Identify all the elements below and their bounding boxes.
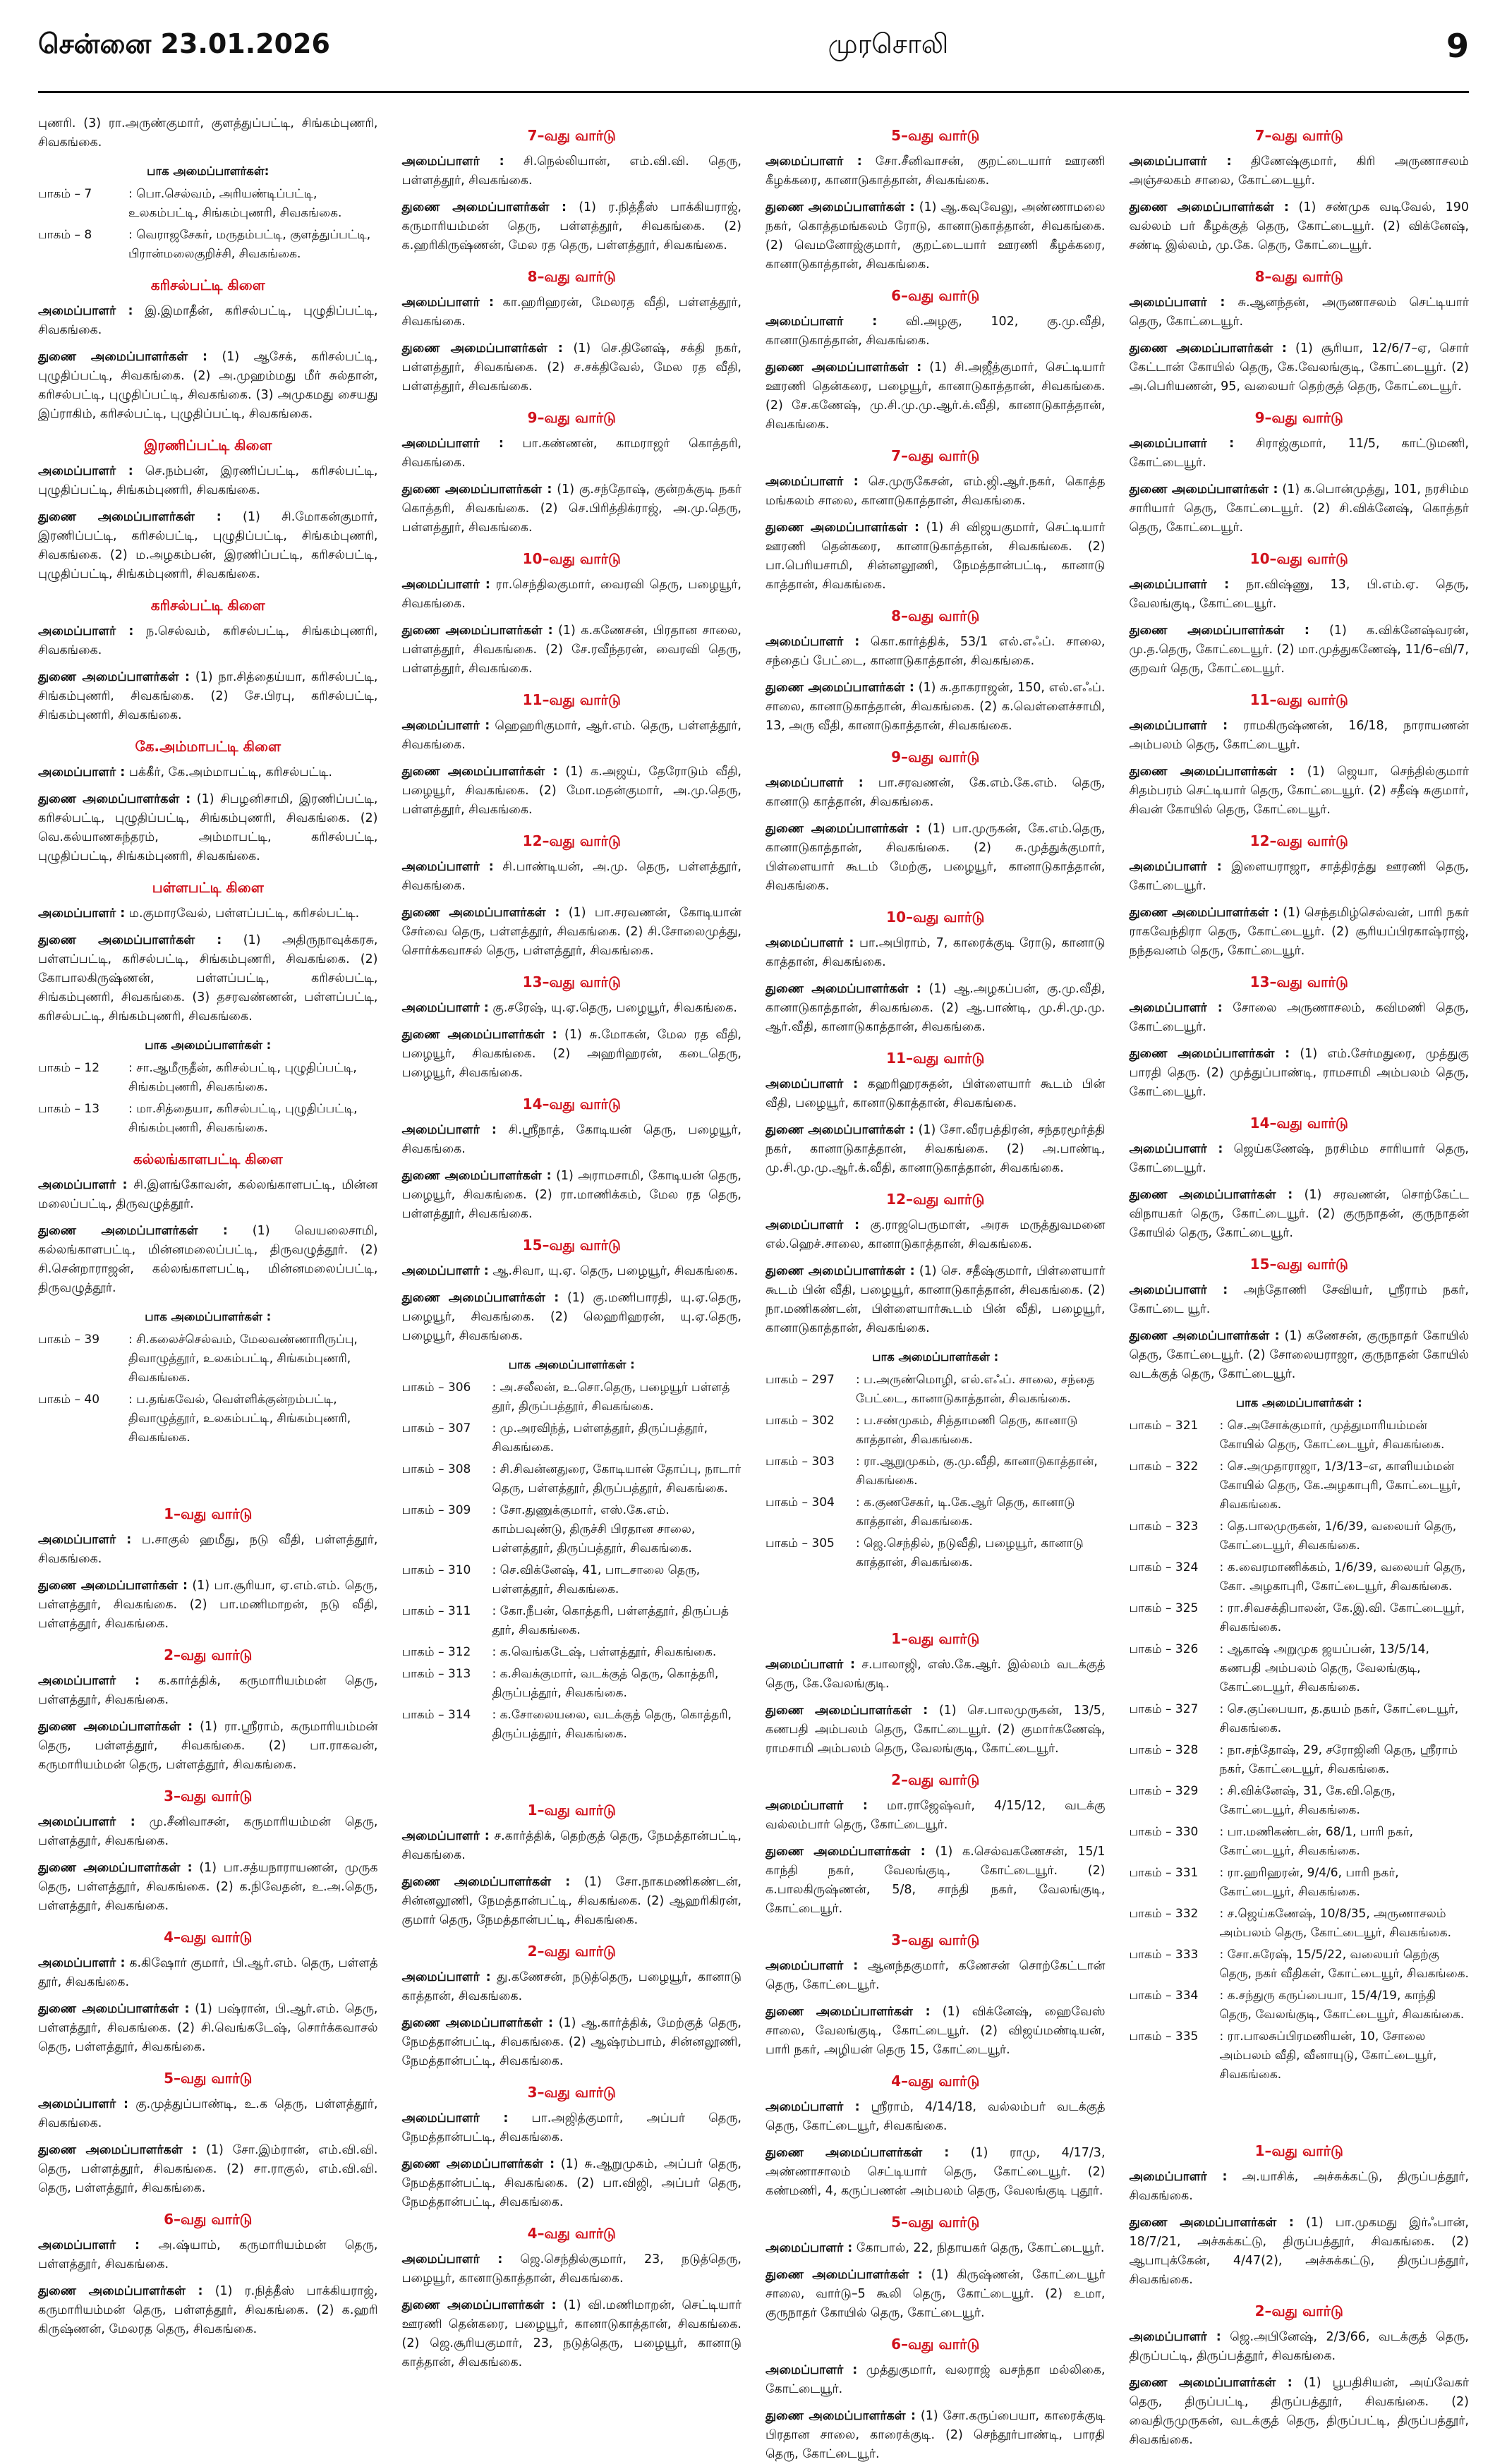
ward-heading: 10–வது வார்டு [1249, 550, 1348, 567]
branch-heading: கே.அம்மாபட்டி கிளை [135, 738, 281, 755]
ward-heading: 9–வது வார்டு [527, 409, 616, 426]
leader-entry: அமைப்பாளர் : சோ.சீனிவாசன், குறட்டையார் ஊரணி கீழக்கரை, கானாடுகாத்தான், சிவகங்கை. [765, 154, 1106, 188]
deputies-entry: துணை அமைப்பாளர்கள் : (1) ராமு, 4/17/3, அண்ணாசாலம் செட்டியார் தெரு, கோட்டையூர். (2) கண்மணி, 4, கருப்பணன் அம்பலம் தெரு, வேலங்குடி புதூர். [765, 2146, 1106, 2198]
booth-row: பாகம் – 313 : க.சிவக்குமார், வடக்குத் தெரு, கொத்தரி, திருப்பத்தூர், சிவகங்கை. [401, 1667, 719, 1700]
leader-entry: அமைப்பாளர் : சி.நெல்லியான், எம்.வி.வி. தெரு, பள்ளத்தூர், சிவகங்கை. [401, 154, 742, 188]
deputies-entry: துணை அமைப்பாளர்கள் : (1) கிருஷ்ணன், கோட்டையூர் சாலை, வார்டு–5 கூலி தெரு, கோட்டையூர். (2) உமா, குருநாதர் கோயில் தெரு, கோட்டையூர். [765, 2268, 1106, 2320]
branch-heading: இரணிப்பட்டி கிளை [144, 437, 272, 454]
booth-row: பாகம் – 326 : ஆகாஷ் அறுமுக ஜயப்பன், 13/5/14, கணபதி அம்பலம் தெரு, வேலங்குடி, கோட்டையூர், சிவகங்கை. [1129, 1642, 1429, 1694]
ward-heading: 13–வது வார்டு [1249, 973, 1348, 990]
article-columns [38, 93, 1470, 2461]
deputies-entry: துணை அமைப்பாளர்கள் : (1) பஷ்ரான், பி.ஆர்.எம். தெரு, பள்ளத்தூர், சிவகங்கை. (2) சி.வெங்கடேஷ், சொர்க்கவாசல் தெரு, பள்ளத்தூர், சிவகங்கை. [38, 2002, 378, 2054]
leader-entry: அமைப்பாளர் : ம.குமாரவேல், பள்ளப்பட்டி, கரிசல்பட்டி. [38, 906, 360, 921]
deputies-entry: துணை அமைப்பாளர்கள் : (1) பா.சூரியா, ஏ.எம்.எம். தெரு, பள்ளத்தூர், சிவகங்கை. (2) பா.மணிமாறன், நடு வீதி, பள்ளத்தூர், சிவகங்கை. [38, 1579, 378, 1631]
leader-entry: அமைப்பாளர் : செ.நம்பன், இரணிப்பட்டி, கரிசல்பட்டி, புழுதிப்பட்டி, சிங்கம்புணரி, சிவகங்கை. [38, 464, 378, 497]
booth-row: பாகம் – 334 : க.சந்துரு கருப்பையா, 15/4/19, காந்தி தெரு, வேலங்குடி, கோட்டையூர், சிவகங்கை. [1129, 1989, 1465, 2022]
booth-row: பாகம் – 314 : க.சோலையலை, வடக்குத் தெரு, கொத்தரி, திருப்பத்தூர், சிவகங்கை. [401, 1708, 732, 1741]
deputies-entry: துணை அமைப்பாளர்கள் : (1) ஆ.கவுவேலு, அண்ணாமலை நகர், கொத்தமங்கலம் ரோடு, கானாடுகாத்தான், சிவகங்கை. (2) வெமனோஜ்குமார், குறட்டையார் ஊரணி கீழக்கரை, கானாடுகாத்தான், சிவகங்கை. [765, 200, 1106, 272]
booth-row: பாகம் – 307 : மு.அரவிந்த், பள்ளத்தூர், திருப்பத்தூர், சிவகங்கை. [401, 1421, 708, 1455]
ward-heading: 3–வது வார்டு [527, 2084, 616, 2101]
leader-entry: அமைப்பாளர் : மா.ராஜேஷ்வர், 4/15/12, வடக்கு வல்லம்பார் தெரு, கோட்டையூர். [765, 1799, 1106, 1832]
leader-entry: அமைப்பாளர் : கொ.கார்த்திக், 53/1 எல்.எஃப். சாலை, சந்தைப் பேட்டை, கானாடுகாத்தான், சிவகங்கை. [765, 635, 1106, 668]
booth-row: பாகம் – 321 : செ.அசோக்குமார், முத்துமாரியம்மன் கோயில் தெரு, கோட்டையூர், சிவகங்கை. [1129, 1419, 1445, 1452]
leader-entry: அமைப்பாளர் : ரா.செந்திலகுமார், வைரவி தெரு, பழையூர், சிவகங்கை. [401, 578, 742, 611]
deputies-entry: துணை அமைப்பாளர்கள் : (1) பூபதிசியன், அய்வேகர் தெரு, திருப்பட்டி, திருப்பத்தூர், சிவகங்கை. (2) வைதிருமுருகன், வடக்குத் தெரு, திருப்பட்டி, திருப்பத்தூர், சிவகங்கை. [1129, 2376, 1469, 2447]
column-2 [401, 114, 742, 2369]
ward-heading: 6–வது வார்டு [164, 2211, 253, 2228]
leader-entry: அமைப்பாளர் : கு.ராஜபெருமாள், அரசு மருத்துவமனை எல்.ஹெச்.சாலை, கானாடுகாத்தான், சிவகங்கை. [765, 1218, 1106, 1251]
deputies-entry: துணை அமைப்பாளர்கள் : (1) ஆ.அழகப்பன், கு.மு.வீதி, கானாடுகாத்தான், சிவகங்கை. (2) ஆ.பாண்டி, மு.சி.மு.மு. ஆர்.வீதி, கானாடுகாத்தான், சிவகங்கை. [765, 982, 1106, 1034]
leader-entry: அமைப்பாளர் : சி.இளங்கோவன், கல்லங்காளபட்டி, மின்ன மலைப்பட்டி, திருவழுத்தூர். [38, 1178, 378, 1211]
booth-row: பாகம் – 322 : செ.அமுதாராஜா, 1/3/13–எ, காளியம்மன் கோயில் தெரு, கே.அழகாபுரி, கோட்டையூர், சிவகங்கை. [1129, 1459, 1461, 1512]
deputies-entry: துணை அமைப்பாளர்கள் : (1) சண்முக வடிவேல், 190 வல்லம் பர் கீழக்குத் தெரு, கோட்டையூர். (2) விக்னேஷ், சண்டி இல்லம், மு.கே. தெரு, கோட்டையூர். [1129, 200, 1469, 253]
leader-entry: அமைப்பாளர் : அ.யாசிக், அச்சுக்கட்டு, திருப்பத்தூர், சிவகங்கை. [1129, 2170, 1469, 2203]
leader-entry: அமைப்பாளர் : ஸ்ரீராம், 4/14/18, வல்லம்பர் வடக்குத் தெரு, கோட்டையூர், சிவகங்கை. [765, 2100, 1106, 2133]
leader-entry: அமைப்பாளர் : பக்கீர், கே.அம்மாபட்டி, கரிசல்பட்டி. [38, 765, 332, 779]
deputies-entry: துணை அமைப்பாளர்கள் : (1) ஆசேக், கரிசல்பட்டி, புழுதிப்பட்டி, சிவகங்கை. (2) அ.முஹம்மது மீர் சுல்தான், கரிசல்பட்டி, புழுதிப்பட்டி, சிவகங்கை. (3) அமுகமது சையது இப்ராகிம், கரிசல்பட்டி, புழுதிப்பட்டி, சிவகங்கை. [38, 350, 378, 421]
leader-entry: அமைப்பாளர் : பா.அபிராம், 7, காரைக்குடி ரோடு, கானாடு காத்தான், சிவகங்கை. [765, 936, 1106, 969]
leader-entry: அமைப்பாளர் : சிராஜ்குமார், 11/5, காட்டுமணி, கோட்டையூர். [1129, 437, 1469, 470]
ward-heading: 12–வது வார்டு [1249, 832, 1348, 849]
deputies-entry: துணை அமைப்பாளர்கள் : (1) கு.மணிபாரதி, யு.ஏ.தெரு, பழையூர், சிவகங்கை. (2) லெஹரிஹரன், யு.ஏ.தெரு, பழையூர், சிவகங்கை. [401, 1291, 742, 1343]
ward-heading: 10–வது வார்டு [886, 909, 985, 925]
booth-row: பாகம் – 308 : சி.சிவன்னதுரை, கோடியான் தோப்பு, நாடார் தெரு, பள்ளத்தூர், திருப்பத்தூர், சிவகங்கை. [401, 1462, 742, 1495]
booth-heading: பாக அமைப்பாளர்கள்: [147, 164, 270, 178]
leader-entry: அமைப்பாளர் : ப.சாகுல் ஹமீது, நடு வீதி, பள்ளத்தூர், சிவகங்கை. [38, 1533, 378, 1566]
deputies-entry: துணை அமைப்பாளர்கள் : (1) ரா.ஸ்ரீராம், கருமாரியம்மன் தெரு, பள்ளத்தூர், சிவகங்கை. (2) பா.ராகவன், கருமாரியம்மன் தெரு, பள்ளத்தூர், சிவகங்கை. [38, 1720, 378, 1772]
booth-row: பாகம் – 39 : சி.கலைச்செல்வம், மேலவண்ணாரிருப்பு, திவாழுத்தூர், உலகம்பட்டி, சிங்கம்புணரி, சிவகங்கை. [38, 1333, 358, 1385]
booth-row: பாகம் – 325 : ரா.சிவசக்திபாலன், கே.இ.வி. கோட்டையூர், சிவகங்கை. [1129, 1601, 1465, 1634]
ward-heading: 11–வது வார்டு [1249, 691, 1348, 708]
booth-row: பாகம் – 305 : ஜெ.செந்தில், நடுவீதி, பழையூர், கானாடு காத்தான், சிவகங்கை. [765, 1536, 1084, 1570]
leader-entry: அமைப்பாளர் : ச.கார்த்திக், தெற்குத் தெரு, நேமத்தான்பட்டி, சிவகங்கை. [401, 1829, 742, 1862]
deputies-entry: துணை அமைப்பாளர்கள் : (1) சி விஜயகுமார், செட்டியார் ஊரணி தென்கரை, கானாடுகாத்தான், சிவகங்கை. (2) பா.பெரியசாமி, சின்னலூணி, நேமத்தான்பட்டி, கானாடு காத்தான், சிவகங்கை. [765, 521, 1106, 592]
deputies-entry: துணை அமைப்பாளர்கள் : (1) ஜெயா, செந்தில்குமார் சிதம்பரம் செட்டியார் தெரு, கோட்டையூர். (2) சதீஷ் சுகுமார், சிவன் கோயில் தெரு, கோட்டையூர். [1129, 765, 1469, 817]
booth-row: பாகம் – 8 : வெராஜசேகர், மருதம்பட்டி, குளத்துப்பட்டி, பிரான்மலைகுறிச்சி, சிவகங்கை. [38, 228, 371, 261]
entry-text: புணரி. (3) ரா.அருண்குமார், குளத்துப்பட்டி, சிங்கம்புணரி, சிவகங்கை. [38, 116, 378, 150]
deputies-entry: துணை அமைப்பாளர்கள் : (1) சோ.நாகமணிகண்டன், சின்னலூணி, நேமத்தான்பட்டி, சிவகங்கை. (2) ஆஹரிகிரன், குமார் தெரு, நேமத்தான்பட்டி, சிவகங்கை. [401, 1875, 742, 1927]
deputies-entry: துணை அமைப்பாளர்கள் : (1) சோ.கருப்பையா, காரைக்குடி பிரதான சாலை, காரைக்குடி. (2) செந்தூர்பாண்டி, பாரதி தெரு, கோட்டையூர். [765, 2409, 1106, 2461]
deputies-entry: துணை அமைப்பாளர்கள் : (1) நா.சித்தைய்யா, கரிசல்பட்டி, சிங்கம்புணரி, சிவகங்கை. (2) சே.பிரபு, கரிசல்பட்டி, சிங்கம்புணரி, சிவகங்கை. [38, 670, 378, 722]
column-4 [1129, 114, 1470, 2447]
ward-heading: 7–வது வார்டு [1254, 127, 1343, 144]
booth-heading: பாக அமைப்பாளர்கள் : [508, 1358, 635, 1371]
deputies-entry: துணை அமைப்பாளர்கள் : (1) கு.சந்தோஷ், குன்றக்குடி நகர் கொத்தரி, சிவகங்கை. (2) செ.பிரித்திக்ராஜ், அ.மு.தெரு, பள்ளத்தூர், சிவகங்கை. [401, 483, 742, 535]
deputies-entry: துணை அமைப்பாளர்கள் : (1) அராமசாமி, கோடியன் தெரு, பழையூர், சிவகங்கை. (2) ரா.மாணிக்கம், மேல ரத தெரு, பள்ளத்தூர், சிவகங்கை. [401, 1169, 742, 1221]
leader-entry: அமைப்பாளர் : திணேஷ்குமார், கிரி அருணாசலம் அஞ்சலகம் சாலை, கோட்டையூர். [1129, 154, 1469, 188]
leader-entry: அமைப்பாளர் : ஆனந்தகுமார், கணேசன் சொற்கேட்டான் தெரு, கோட்டையூர். [765, 1959, 1106, 1992]
branch-heading: கரிசல்பட்டி கிளை [150, 277, 265, 293]
ward-heading: 1–வது வார்டு [164, 1505, 253, 1522]
deputies-entry: துணை அமைப்பாளர்கள் : (1) க.விக்னேஷ்வரன், மு.த.தெரு, கோட்டையூர். (2) மா.முத்துகணேஷ், 11/6–வி/7, குறவர் தெரு, கோட்டையூர். [1129, 624, 1470, 676]
ward-heading: 15–வது வார்டு [1249, 1256, 1348, 1273]
booth-row: பாகம் – 310 : செ.விக்னேஷ், 41, பாடசாலை தெரு, பள்ளத்தூர், சிவகங்கை. [401, 1563, 701, 1596]
deputies-entry: துணை அமைப்பாளர்கள் : (1) வெயலைசாமி, கல்லங்காளபட்டி, மின்னமலைப்பட்டி, திருவழுத்தூர். (2) சி.சென்றாராஜன், கல்லங்காளபட்டி, மின்னமலைப்பட்டி, திருவழுத்தூர். [38, 1224, 378, 1295]
leader-entry: அமைப்பாளர் : கஹரிஹரசுதன், பிள்ளையார் கூடம் பின் வீதி, பழையூர், கானாடுகாத்தான், சிவகங்கை. [765, 1077, 1106, 1110]
ward-heading: 8–வது வார்டு [891, 607, 980, 624]
deputies-entry: துணை அமைப்பாளர்கள் : (1) சு.மோகன், மேல ரத வீதி, பழையூர், சிவகங்கை. (2) அஹரிஹரன், கடைதெரு, பழையூர், சிவகங்கை. [401, 1028, 742, 1080]
leader-entry: அமைப்பாளர் : ஹெஹரிகுமார், ஆர்.எம். தெரு, பள்ளத்தூர், சிவகங்கை. [401, 719, 742, 752]
deputies-entry: துணை அமைப்பாளர்கள் : (1) சிபழனிசாமி, இரணிப்பட்டி, கரிசல்பட்டி, புழுதிப்பட்டி, சிங்கம்புணரி, சிவகங்கை. (2) வெ.கல்யாணசுந்தரம், அம்மாபட்டி, கரிசல்பட்டி, புழுதிப்பட்டி, சிங்கம்புணரி, சிவகங்கை. [38, 792, 378, 863]
ward-heading: 1–வது வார்டு [891, 1630, 980, 1647]
ward-heading: 8–வது வார்டு [527, 268, 616, 285]
leader-entry: அமைப்பாளர் : ஜெ.செந்தில்குமார், 23, நடுத்தெரு, பழையூர், கானாடுகாத்தான், சிவகங்கை. [401, 2252, 742, 2286]
leader-entry: அமைப்பாளர் : இளையராஜா, சாத்திரத்து ஊரணி தெரு, கோட்டையூர். [1129, 860, 1469, 893]
ward-heading: 13–வது வார்டு [522, 973, 621, 990]
deputies-entry: துணை அமைப்பாளர்கள் : (1) செ. சதீஷ்குமார், பிள்ளையார் கூடம் பின் வீதி, பழையூர், கானாடுகாத்தான், சிவகங்கை. (2) நா.மணிகண்டன், பிள்ளையார்கூடம் பின் வீதி, பழையூர், கானாடுகாத்தான், சிவகங்கை. [765, 1264, 1106, 1335]
leader-entry: அமைப்பாளர் : ராமகிருஷ்ணன், 16/18, நாராயணன் அம்பலம் தெரு, கோட்டையூர். [1129, 719, 1469, 752]
deputies-entry: துணை அமைப்பாளர்கள் : (1) சி.அஜீத்குமார், செட்டியார் ஊரணி தென்கரை, பழையூர், கானாடுகாத்தான், சிவகங்கை. (2) சே.கணேஷ், மு.சி.மு.மு.ஆர்.க்.வீதி, கானாடுகாத்தான், சிவகங்கை. [765, 360, 1106, 432]
booth-heading: பாக அமைப்பாளர்கள் : [872, 1350, 999, 1364]
booth-row: பாகம் – 309 : சோ.துணுக்குமார், எஸ்.கே.எம். காம்பவுண்டு, திருச்சி பிரதான சாலை, பள்ளத்தூர், திருப்பத்தூர், சிவகங்கை. [401, 1503, 696, 1555]
deputies-entry: துணை அமைப்பாளர்கள் : (1) எம்.சேர்மதுரை, முத்துகு பாரதி தெரு. (2) முத்துப்பாண்டி, ராமசாமி அம்பலம் தெரு, கோட்டையூர். [1129, 1047, 1469, 1099]
booth-row: பாகம் – 312 : க.வெங்கடேஷ், பள்ளத்தூர், சிவகங்கை. [401, 1645, 717, 1659]
booth-row: பாகம் – 40 : ப.தங்கவேல், வெள்ளிக்குன்றம்பட்டி, திவாழுத்தூர், உலகம்பட்டி, சிங்கம்புணரி, சிவகங்கை. [38, 1392, 351, 1445]
leader-entry: அமைப்பாளர் : க.கிஷோர் குமார், பி.ஆர்.எம். தெரு, பள்ளத் தூர், சிவகங்கை. [38, 1956, 378, 1989]
booth-row: பாகம் – 330 : பா.மணிகண்டன், 68/1, பாரி நகர், கோட்டையூர், சிவகங்கை. [1129, 1825, 1414, 1858]
leader-entry: அமைப்பாளர் : நா.விஷ்ணு, 13, பி.எம்.ஏ. தெரு, வேலங்குடி, கோட்டையூர். [1129, 578, 1469, 611]
leader-entry: அமைப்பாளர் : பா.சரவணன், கே.எம்.கே.எம். தெரு, கானாடு காத்தான், சிவகங்கை. [765, 776, 1106, 809]
ward-heading: 2–வது வார்டு [164, 1646, 253, 1663]
leader-entry: அமைப்பாளர் : மு.சீனிவாசன், கருமாரியம்மன் தெரு, பள்ளத்தூர், சிவகங்கை. [38, 1815, 378, 1848]
deputies-entry: துணை அமைப்பாளர்கள் : (1) சு.தாகராஜன், 150, எல்.எஃப். சாலை, கானாடுகாத்தான், சிவகங்கை. (2) க.வெள்ளைச்சாமி, 13, அரு வீதி, கானாடுகாத்தான், சிவகங்கை. [765, 681, 1106, 733]
booth-row: பாகம் – 335 : ரா.பாலசுப்பிரமணியன், 10, சோலை அம்பலம் வீதி, வீனாயுடு, கோட்டையூர், சிவகங்கை. [1129, 2029, 1437, 2082]
paper-title: முரசொலி [828, 28, 949, 59]
booth-row: பாகம் – 7 : பொ.செல்வம், அரியண்டிப்பட்டி, உலகம்பட்டி, சிங்கம்புணரி, சிவகங்கை. [38, 187, 342, 220]
ward-heading: 2–வது வார்டு [527, 1943, 616, 1960]
leader-entry: அமைப்பாளர் : ச.பாலாஜி, எஸ்.கே.ஆர். இல்லம் வடக்குத் தெரு, கே.வேலங்குடி. [765, 1658, 1106, 1691]
ward-heading: 7–வது வார்டு [891, 447, 980, 464]
leader-entry: அமைப்பாளர் : அந்தோணி சேவியர், ஸ்ரீராம் நகர், கோட்டை யூர். [1129, 1283, 1469, 1316]
deputies-entry: துணை அமைப்பாளர்கள் : (1) க.அஜய், தேரோடும் வீதி, பழையூர், சிவகங்கை. (2) மோ.மதன்குமார், அ.மு.தெரு, பள்ளத்தூர், சிவகங்கை. [401, 765, 742, 817]
ward-heading: 2–வது வார்டு [1254, 2302, 1343, 2319]
issue-date: சென்னை 23.01.2026 [38, 28, 330, 59]
leader-entry: அமைப்பாளர் : க.கார்த்திக், கருமாரியம்மன் தெரு, பள்ளத்தூர், சிவகங்கை. [38, 1674, 378, 1707]
deputies-entry: துணை அமைப்பாளர்கள் : (1) பா.சரவணன், கோடியான் சேர்வை தெரு, பள்ளத்தூர், சிவகங்கை. (2) சி.சோலைமுத்து, சொர்க்கவாசல் தெரு, பள்ளத்தூர், சிவகங்கை. [401, 906, 742, 958]
ward-heading: 14–வது வார்டு [522, 1096, 621, 1112]
deputies-entry: துணை அமைப்பாளர்கள் : (1) சோ.இம்ரான், எம்.வி.வி. தெரு, பள்ளத்தூர், சிவகங்கை. (2) சா.ராகுல், எம்.வி.வி. தெரு, பள்ளத்தூர், சிவகங்கை. [38, 2143, 378, 2195]
ward-heading: 12–வது வார்டு [522, 832, 621, 849]
booth-row: பாகம் – 12 : சா.ஆமீருதீன், கரிசல்பட்டி, புழுதிப்பட்டி, சிங்கம்புணரி, சிவகங்கை. [38, 1061, 357, 1094]
leader-entry: அமைப்பாளர் : ஜெய்கணேஷ், நரசிம்ம சாரியார் தெரு, கோட்டையூர். [1129, 1142, 1469, 1175]
leader-entry: அமைப்பாளர் : இ.இமாதீன், கரிசல்பட்டி, புழுதிப்பட்டி, சிவகங்கை. [38, 304, 378, 337]
deputies-entry: துணை அமைப்பாளர்கள் : (1) சோ.வீரபத்திரன், சந்தரமூர்த்தி நகர், கானாடுகாத்தான், சிவகங்கை. (2) அ.பாண்டி, மு.சி.மு.மு.ஆர்.க்.வீதி, கானாடுகாத்தான், சிவகங்கை. [765, 1123, 1106, 1175]
ward-heading: 6–வது வார்டு [891, 2336, 980, 2353]
ward-heading: 2–வது வார்டு [891, 1771, 980, 1788]
leader-entry: அமைப்பாளர் : சி.பாண்டியன், அ.மு. தெரு, பள்ளத்தூர், சிவகங்கை. [401, 860, 742, 893]
ward-heading: 4–வது வார்டு [527, 2225, 616, 2242]
booth-row: பாகம் – 311 : கோ.நீபன், கொத்தரி, பள்ளத்தூர், திருப்பத் தூர், சிவகங்கை. [401, 1604, 729, 1637]
leader-entry: அமைப்பாளர் : கா.ஹரிஹரன், மேலரத வீதி, பள்ளத்தூர், சிவகங்கை. [401, 296, 742, 329]
leader-entry: அமைப்பாளர் : கு.சரேஷ், யு.ஏ.தெரு, பழையூர், சிவகங்கை. [401, 1001, 737, 1015]
ward-heading: 9–வது வார்டு [891, 748, 980, 765]
deputies-entry: துணை அமைப்பாளர்கள் : (1) பா.முகமது இர்ஃபான், 18/7/21, அச்சுக்கட்டு, திருப்பத்தூர், சிவகங்கை. (2) ஆபாபுக்கேன், 4/47(2), அச்சுக்கட்டு, திருப்பத்தூர், சிவகங்கை. [1129, 2216, 1469, 2287]
ward-heading: 6–வது வார்டு [891, 287, 980, 304]
deputies-entry: துணை அமைப்பாளர்கள் : (1) பா.சத்யநாராயணன், முருக தெரு, பள்ளத்தூர், சிவகங்கை. (2) க.நிவேதன், உ.அ.தெரு, பள்ளத்தூர், சிவகங்கை. [38, 1861, 378, 1913]
ward-heading: 5–வது வார்டு [891, 127, 980, 144]
ward-heading: 5–வது வார்டு [164, 2070, 253, 2087]
booth-row: பாகம் – 332 : ச.ஜெய்கணேஷ், 10/8/35, அருணாசலம் அம்பலம் தெரு, கோட்டையூர், சிவகங்கை. [1129, 1907, 1452, 1940]
deputies-entry: துணை அமைப்பாளர்கள் : (1) சூரியா, 12/6/7–ஏ, சொர் கேட்டான் கோயில் தெரு, கே.வேலங்குடி, கோட்டையூர். (2) அ.பெரியணன், 95, வலையர் தெற்குத் தெரு, கோட்டையூர். [1129, 341, 1469, 394]
ward-heading: 10–வது வார்டு [522, 550, 621, 567]
deputies-entry: துணை அமைப்பாளர்கள் : (1) வி.மணிமாறன், செட்டியார் ஊரணி தென்கரை, பழையூர், கானாடுகாத்தான், சிவகங்கை. (2) ஜெ.சூரியகுமார், 23, நடுத்தெரு, பழையூர், கானாடு காத்தான், சிவகங்கை. [401, 2298, 742, 2369]
booth-row: பாகம் – 327 : செ.குப்பையா, த.தயம் நகர், கோட்டையூர், சிவகங்கை. [1129, 1702, 1459, 1735]
leader-entry: அமைப்பாளர் : சி.ஸ்ரீநாத், கோடியன் தெரு, பழையூர், சிவகங்கை. [401, 1123, 742, 1156]
deputies-entry: துணை அமைப்பாளர்கள் : (1) விக்னேஷ், ஹைவேஸ் சாலை, வேலங்குடி, கோட்டையூர். (2) விஜய்மண்டியன், பாரி நகர், அழியன் தெரு 15, கோட்டையூர். [765, 2005, 1106, 2057]
leader-entry: அமைப்பாளர் : செ.முருகேசன், எம்.ஜி.ஆர்.நகர், கொத்த மங்கலம் சாலை, கானாடுகாத்தான், சிவகங்கை. [765, 475, 1106, 508]
leader-entry: அமைப்பாளர் : கோபால், 22, நிதாயகர் தெரு, கோட்டையூர். [765, 2241, 1105, 2255]
booth-row: பாகம் – 302 : ப.சண்முகம், சித்தாமணி தெரு, கானாடு காத்தான், சிவகங்கை. [765, 1414, 1078, 1447]
leader-entry: அமைப்பாளர் : முத்துகுமார், வலராஜ் வசந்தா மல்லிகை, கோட்டையூர். [765, 2363, 1106, 2396]
branch-heading: பள்ளபட்டி கிளை [152, 879, 264, 896]
column-1 [38, 114, 378, 2336]
booth-heading: பாக அமைப்பாளர்கள் : [145, 1310, 272, 1323]
ward-heading: 8–வது வார்டு [1254, 268, 1343, 285]
page-number: 9 [1446, 26, 1469, 65]
ward-heading: 9–வது வார்டு [1254, 409, 1343, 426]
leader-entry: அமைப்பாளர் : ந.செல்வம், கரிசல்பட்டி, சிங்கம்புணரி, சிவகங்கை. [38, 624, 378, 657]
booth-row: பாகம் – 304 : க.குணசேகர், டி.கே.ஆர் தெரு, கானாடு காத்தான், சிவகங்கை. [765, 1495, 1075, 1529]
booth-heading: பாக அமைப்பாளர்கள் : [145, 1038, 272, 1052]
deputies-entry: துணை அமைப்பாளர்கள் : (1) ஆ.கார்த்திக், மேற்குத் தெரு, நேமத்தான்பட்டி, சிவகங்கை. (2) ஆஷ்ரம்பாம், சின்னலூணி, நேமத்தான்பட்டி, சிவகங்கை. [401, 2016, 742, 2068]
ward-heading: 1–வது வார்டு [527, 1802, 616, 1819]
booth-row: பாகம் – 303 : ரா.ஆறுமுகம், கு.மு.வீதி, கானாடுகாத்தான், சிவகங்கை. [765, 1455, 1098, 1488]
booth-row: பாகம் – 323 : தெ.பாலமுருகன், 1/6/39, வலையர் தெரு, கோட்டையூர், சிவகங்கை. [1129, 1519, 1457, 1553]
booth-row: பாகம் – 331 : ரா.ஹரிஹரன், 9/4/6, பாரி நகர், கோட்டையூர், சிவகங்கை. [1129, 1866, 1399, 1899]
deputies-entry: துணை அமைப்பாளர்கள் : (1) க.பொன்முத்து, 101, நரசிம்ம சாரியார் தெரு, கோட்டையூர். (2) சி.விக்னேஷ், கொத்தர் தெரு, கோட்டையூர். [1129, 483, 1469, 535]
deputies-entry: துணை அமைப்பாளர்கள் : (1) ர.நித்தீஸ் பாக்கியராஜ், கருமாரியம்மன் தெரு, பள்ளத்தூர், சிவகங்கை. (2) க.ஹரிகிருஷ்ணன், மேல ரத தெரு, பள்ளத்தூர், சிவகங்கை. [401, 200, 742, 253]
ward-heading: 4–வது வார்டு [164, 1929, 253, 1946]
booth-row: பாகம் – 329 : சி.விக்னேஷ், 31, கே.வி.தெரு, கோட்டையூர், சிவகங்கை. [1129, 1784, 1396, 1817]
leader-entry: அமைப்பாளர் : ஆ.சிவா, யு.ஏ. தெரு, பழையூர், சிவகங்கை. [401, 1264, 739, 1278]
booth-heading: பாக அமைப்பாளர்கள் : [1235, 1396, 1362, 1409]
ward-heading: 1–வது வார்டு [1254, 2142, 1343, 2159]
booth-row: பாகம் – 297 : ப.அருண்மொழி, எல்.எஃப். சாலை, சந்தை பேட்டை, கானாடுகாத்தான், சிவகங்கை. [765, 1373, 1095, 1406]
leader-entry: அமைப்பாளர் : பா.அஜித்குமார், அப்பர் தெரு, நேமத்தான்பட்டி, சிவகங்கை. [401, 2111, 742, 2144]
booth-row: பாகம் – 333 : சோ.சுரேஷ், 15/5/22, வலையர் தெற்கு தெரு, நகர் வீதிகள், கோட்டையூர், சிவகங்கை. [1129, 1948, 1469, 1981]
leader-entry: அமைப்பாளர் : பா.கண்ணன், காமராஜர் கொத்தரி, சிவகங்கை. [401, 437, 742, 470]
branch-heading: கல்லங்காளபட்டி கிளை [133, 1151, 283, 1167]
leader-entry: அமைப்பாளர் : கு.முத்துப்பாண்டி, உ.க தெரு, பள்ளத்தூர், சிவகங்கை. [38, 2097, 378, 2130]
leader-entry: அமைப்பாளர் : வி.அழகு, 102, கு.மு.வீதி, கானாடுகாத்தான், சிவகங்கை. [765, 315, 1106, 348]
ward-heading: 11–வது வார்டு [886, 1050, 985, 1067]
deputies-entry: துணை அமைப்பாளர்கள் : (1) ர.நித்தீஸ் பாக்கியராஜ், கருமாரியம்மன் தெரு, பள்ளத்தூர், சிவகங்கை. (2) க.ஹரி கிருஷ்ணன், மேலரத தெரு, சிவகங்கை. [38, 2284, 378, 2336]
deputies-entry: துணை அமைப்பாளர்கள் : (1) க.செல்வகணேசன், 15/1 காந்தி நகர், வேலங்குடி, கோட்டையூர். (2) க.பாலகிருஷ்ணன், 5/8, சாந்தி நகர், வேலங்குடி, கோட்டையூர். [765, 1845, 1106, 1916]
leader-entry: அமைப்பாளர் : சோலை அருணாசலம், கவிமணி தெரு, கோட்டையூர். [1129, 1001, 1469, 1034]
ward-heading: 5–வது வார்டு [891, 2214, 980, 2231]
deputies-entry: துணை அமைப்பாளர்கள் : (1) செ.பாலமுருகன், 13/5, கணபதி அம்பலம் தெரு, கோட்டையூர். (2) குமார்கணேஷ், ராமசாமி அம்பலம் தெரு, வேலங்குடி, கோட்டையூர். [765, 1704, 1106, 1756]
booth-row: பாகம் – 13 : மா.சித்தையா, கரிசல்பட்டி, புழுதிப்பட்டி, சிங்கம்புணரி, சிவகங்கை. [38, 1102, 358, 1135]
ward-heading: 3–வது வார்டு [891, 1931, 980, 1948]
booth-row: பாகம் – 328 : நா.சந்தோஷ், 29, சரோஜினி தெரு, ஸ்ரீராம் நகர், கோட்டையூர், சிவகங்கை. [1129, 1743, 1458, 1776]
deputies-entry: துணை அமைப்பாளர்கள் : (1) கணேசன், குருநாதர் கோயில் தெரு, கோட்டையூர். (2) சோலையராஜா, குருநாதன் கோயில் வடக்குத் தெரு, கோட்டையூர். [1129, 1329, 1469, 1381]
deputies-entry: துணை அமைப்பாளர்கள் : (1) சரவணன், சொற்கேட்ட விநாயகர் தெரு, கோட்டையூர். (2) குருநாதன், குருநாதன் கோயில் தெரு, கோட்டையூர். [1129, 1188, 1469, 1240]
column-3 [765, 114, 1106, 2461]
leader-entry: அமைப்பாளர் : சு.ஆனந்தன், அருணாசலம் செட்டியார் தெரு, கோட்டையூர். [1129, 296, 1469, 329]
masthead [38, 0, 1469, 93]
branch-heading: கரிசல்பட்டி கிளை [150, 597, 265, 614]
ward-heading: 12–வது வார்டு [886, 1191, 985, 1208]
leader-entry: அமைப்பாளர் : ஜெ.அபினேஷ், 2/3/66, வடக்குத் தெரு, திருப்பட்டி, திருப்பத்தூர், சிவகங்கை. [1129, 2330, 1469, 2363]
ward-heading: 11–வது வார்டு [522, 691, 621, 708]
deputies-entry: துணை அமைப்பாளர்கள் : (1) அதிருநாவுக்கரசு, பள்ளப்பட்டி, கரிசல்பட்டி, சிங்கம்புணரி, சிவகங்கை. (2) கோபாலகிருஷ்ணன், பள்ளப்பட்டி, கரிசல்பட்டி, சிங்கம்புணரி, சிவகங்கை. (3) தசரவண்ணன், பள்ளப்பட்டி, கரிசல்பட்டி, சிங்கம்புணரி, சிவகங்கை. [38, 933, 378, 1024]
booth-row: பாகம் – 306 : அ.சலீலன், உ.சொ.தெரு, பழையூர் பள்ளத் தூர், திருப்பத்தூர், சிவகங்கை. [401, 1380, 730, 1414]
deputies-entry: துணை அமைப்பாளர்கள் : (1) செந்தமிழ்செல்வன், பாரி நகர் ராகவேந்திரா தெரு, கோட்டையூர். (2) சூரியப்பிரகாஷ்ராஜ், நந்தவனம் தெரு, கோட்டையூர். [1129, 906, 1469, 958]
ward-heading: 15–வது வார்டு [522, 1237, 621, 1254]
booth-row: பாகம் – 324 : க.வைரமாணிக்கம், 1/6/39, வலையர் தெரு, கோ. அழகாபுரி, கோட்டையூர், சிவகங்கை. [1129, 1560, 1466, 1594]
deputies-entry: துணை அமைப்பாளர்கள் : (1) சு.ஆறுமுகம், அப்பர் தெரு, நேமத்தான்பட்டி, சிவகங்கை. (2) பா.விஜி, அப்பர் தெரு, நேமத்தான்பட்டி, சிவகங்கை. [401, 2157, 742, 2209]
ward-heading: 4–வது வார்டு [891, 2072, 980, 2089]
deputies-entry: துணை அமைப்பாளர்கள் : (1) செ.தினேஷ், சக்தி நகர், பள்ளத்தூர், சிவகங்கை. (2) ச.சக்திவேல், மேல ரத வீதி, பள்ளத்தூர், சிவகங்கை. [401, 341, 742, 394]
deputies-entry: துணை அமைப்பாளர்கள் : (1) க.கணேசன், பிரதான சாலை, பள்ளத்தூர், சிவகங்கை. (2) சே.ரவீந்தரன், வைரவி தெரு, பள்ளத்தூர், சிவகங்கை. [401, 624, 742, 676]
deputies-entry: துணை அமைப்பாளர்கள் : (1) சி.மோகன்குமார், இரணிப்பட்டி, கரிசல்பட்டி, புழுதிப்பட்டி, சிங்கம்புணரி, சிவகங்கை. (2) ம.அழகம்பன், இரணிப்பட்டி, கரிசல்பட்டி, புழுதிப்பட்டி, சிங்கம்புணரி, சிவகங்கை. [38, 510, 378, 581]
deputies-entry: துணை அமைப்பாளர்கள் : (1) பா.முருகன், கே.எம்.தெரு, கானாடுகாத்தான், சிவகங்கை. (2) சு.முத்துக்குமார், பிள்ளையார் கூடம் மேற்கு, பழையூர், கானாடுகாத்தான், சிவகங்கை. [765, 822, 1106, 893]
ward-heading: 3–வது வார்டு [164, 1788, 253, 1804]
leader-entry: அமைப்பாளர் : து.கணேசன், நடுத்தெரு, பழையூர், கானாடு காத்தான், சிவகங்கை. [401, 1970, 742, 2003]
ward-heading: 7–வது வார்டு [527, 127, 616, 144]
leader-entry: அமைப்பாளர் : அ.ஷ்யாம், கருமாரியம்மன் தெரு, பள்ளத்தூர், சிவகங்கை. [38, 2238, 378, 2271]
ward-heading: 14–வது வார்டு [1249, 1115, 1348, 1131]
